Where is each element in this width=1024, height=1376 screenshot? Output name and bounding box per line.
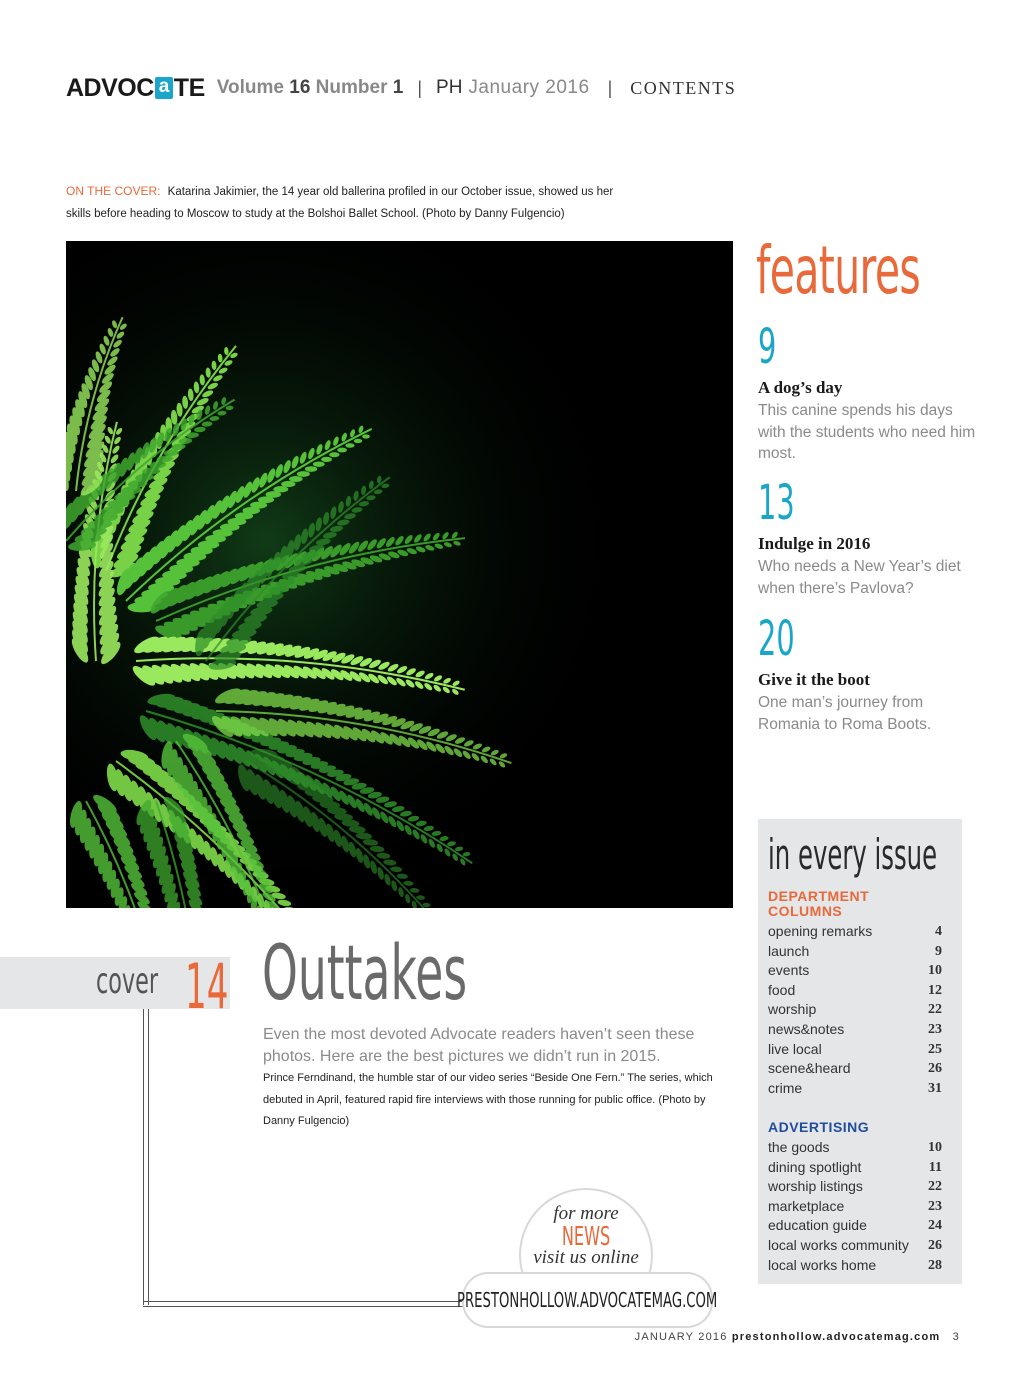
cover-story-lede: Even the most devoted Advocate readers haven’t seen these photos. Here are the best pictures we didn’t run in 2015. — [263, 1026, 695, 1065]
feature-item[interactable] — [758, 611, 978, 735]
masthead-separator: | — [607, 77, 613, 98]
department-item[interactable] — [768, 1079, 942, 1099]
edition-code: PH — [436, 77, 463, 98]
item-name: local works home — [768, 1256, 877, 1273]
advertising-item[interactable] — [768, 1236, 942, 1256]
item-page: 23 — [928, 1198, 942, 1214]
footer-site: prestonhollow.advocatemag.com — [731, 1331, 941, 1343]
page-footer — [635, 1331, 960, 1343]
cover-story-title[interactable]: Outtakes — [262, 928, 468, 1017]
advertising-list — [768, 1138, 942, 1275]
department-item[interactable] — [768, 981, 942, 1001]
frame-rule-vertical — [143, 1009, 149, 1305]
advertising-heading: ADVERTISING — [768, 1119, 870, 1135]
item-name: news&notes — [768, 1020, 845, 1037]
logo-text-start: ADVOC — [66, 73, 154, 102]
masthead-separator: | — [417, 77, 423, 98]
item-name: worship — [768, 1001, 817, 1018]
item-page: 31 — [928, 1080, 942, 1096]
every-issue-heading: in every issue — [768, 830, 938, 879]
item-name: local works community — [768, 1236, 909, 1253]
item-page: 10 — [928, 963, 942, 979]
fern-photo — [66, 241, 733, 908]
item-page: 26 — [928, 1061, 942, 1077]
feature-description: Who needs a New Year’s diet when there’s Pavlova? — [758, 558, 961, 597]
item-name: events — [768, 962, 810, 979]
on-the-cover-caption — [66, 180, 626, 225]
department-item[interactable] — [768, 1000, 942, 1020]
item-name: marketplace — [768, 1197, 845, 1214]
item-page: 12 — [928, 982, 942, 998]
item-name: worship listings — [768, 1178, 863, 1195]
website-link[interactable] — [457, 1274, 718, 1326]
masthead — [66, 72, 736, 104]
feature-title: Indulge in 2016 — [758, 534, 871, 553]
item-name: scene&heard — [768, 1060, 851, 1077]
item-page: 26 — [928, 1237, 942, 1253]
feature-page-number: 9 — [758, 319, 777, 375]
cover-page-number: 14 — [185, 950, 229, 1023]
item-page: 11 — [928, 1159, 942, 1175]
department-item[interactable] — [768, 942, 942, 962]
feature-page-number: 20 — [758, 611, 795, 667]
fern-illustration — [66, 241, 733, 908]
logo-text-end: TE — [173, 73, 205, 102]
on-the-cover-text: Katarina Jakimier, the 14 year old ballerina profiled in our October issue, showed us her skills before heading to Moscow to study at the Bolshoi Ballet School. (Photo by Danny Fulgencio) — [66, 186, 614, 220]
page-number: 3 — [952, 1331, 960, 1343]
department-item[interactable] — [768, 1020, 942, 1040]
advertising-item[interactable] — [768, 1138, 942, 1158]
feature-item[interactable] — [758, 475, 978, 599]
item-name: live local — [768, 1040, 822, 1057]
issue-number: 1 — [392, 77, 404, 98]
frame-rule-horizontal — [143, 1301, 473, 1307]
item-page: 28 — [928, 1257, 942, 1273]
department-item[interactable] — [768, 922, 942, 942]
number-label: Number — [315, 77, 388, 98]
item-page: 24 — [928, 1218, 942, 1234]
features-heading: features — [756, 232, 921, 309]
item-page: 9 — [935, 943, 942, 959]
advertising-item[interactable] — [768, 1256, 942, 1276]
item-name: crime — [768, 1079, 803, 1096]
volume-info — [217, 77, 404, 99]
item-page: 10 — [928, 1140, 942, 1155]
advertising-item[interactable] — [768, 1216, 942, 1236]
advertising-item[interactable] — [768, 1177, 942, 1197]
logo-a-mark: a — [155, 77, 173, 99]
item-name: food — [768, 981, 796, 998]
item-name: opening remarks — [768, 923, 873, 939]
badge-line-visit: visit us online — [533, 1247, 639, 1268]
footer-date: JANUARY 2016 — [634, 1331, 728, 1343]
advocate-logo — [66, 74, 205, 103]
item-name: dining spotlight — [768, 1158, 862, 1175]
department-item[interactable] — [768, 1040, 942, 1060]
feature-description: This canine spends his days with the students who need him most. — [758, 402, 976, 462]
item-name: launch — [768, 942, 810, 959]
badge-line-for-more: for more — [553, 1203, 619, 1224]
item-name: education guide — [768, 1217, 867, 1234]
advertising-item[interactable] — [768, 1158, 942, 1178]
item-page: 4 — [935, 924, 942, 939]
item-page: 25 — [928, 1041, 942, 1057]
badge-news-text: NEWS — [561, 1222, 611, 1252]
feature-title: A dog’s day — [758, 378, 843, 397]
feature-title: Give it the boot — [758, 670, 870, 689]
issue-date: January 2016 — [468, 77, 590, 98]
cover-label: cover — [96, 961, 159, 1002]
department-list — [768, 922, 942, 1098]
department-item[interactable] — [768, 961, 942, 981]
on-the-cover-label: ON THE COVER: — [66, 184, 161, 198]
feature-description: One man’s journey from Romania to Roma Boots. — [758, 694, 932, 733]
advertising-item[interactable] — [768, 1197, 942, 1217]
volume-label: Volume — [216, 77, 284, 98]
volume-number: 16 — [289, 77, 311, 98]
cover-story-caption: Prince Ferndinand, the humble star of our video series “Beside One Fern.” The series, which debuted in April, featured rapid fire interviews with those running for public office. (Photo by Danny Fulgencio) — [263, 1072, 713, 1127]
feature-page-number: 13 — [758, 475, 795, 531]
item-page: 23 — [928, 1021, 942, 1037]
item-page: 22 — [928, 1002, 942, 1018]
item-page: 22 — [928, 1179, 942, 1195]
section-title: CONTENTS — [630, 77, 737, 98]
item-name: the goods — [768, 1139, 830, 1155]
website-url: PRESTONHOLLOW.ADVOCATEMAG.COM — [457, 1288, 718, 1312]
department-item[interactable] — [768, 1059, 942, 1079]
feature-item[interactable] — [758, 319, 978, 465]
department-columns-heading: DEPARTMENT COLUMNS — [768, 888, 870, 919]
